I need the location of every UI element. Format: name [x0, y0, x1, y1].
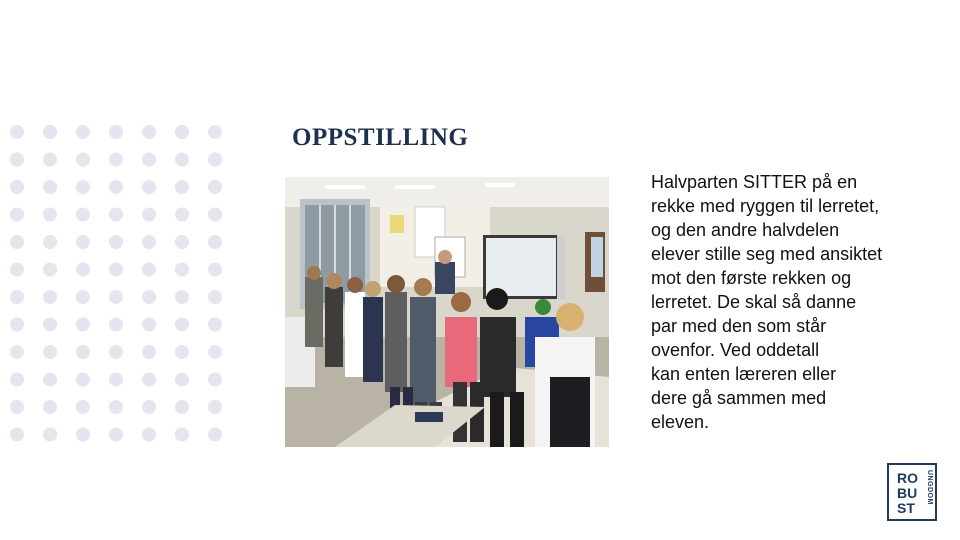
decorative-dot [109, 235, 123, 249]
decorative-dot [10, 208, 24, 222]
decorative-dot [208, 235, 222, 249]
decorative-dot [76, 208, 90, 222]
decorative-dot [10, 263, 24, 277]
decorative-dot [43, 208, 57, 222]
logo-line-1: RO [897, 470, 918, 486]
decorative-dot [10, 290, 24, 304]
decorative-dot [175, 125, 189, 139]
decorative-dot [175, 235, 189, 249]
decorative-dot [10, 125, 24, 139]
robust-ungdom-logo [887, 463, 937, 521]
decorative-dot [175, 428, 189, 442]
decorative-dot [43, 400, 57, 414]
decorative-dot [10, 400, 24, 414]
slide-body-text: Halvparten SITTER på en rekke med ryggen til lerretet, og den andre halvdelen elever stille seg med ansiktet mot den første rekken og lerretet. De skal så danne par med den som står ovenfor. Ved oddetall kan enten læreren eller dere gå sammen med eleven. [651, 172, 883, 432]
classroom-photo [285, 177, 609, 447]
decorative-dot [76, 180, 90, 194]
decorative-dot [175, 345, 189, 359]
decorative-dot [142, 318, 156, 332]
decorative-dot [76, 373, 90, 387]
decorative-dot [208, 400, 222, 414]
decorative-dot [208, 318, 222, 332]
decorative-dot [109, 208, 123, 222]
logo-line-3: ST [897, 500, 915, 516]
slide-title: OPPSTILLING [292, 124, 469, 151]
decorative-dot [109, 290, 123, 304]
decorative-dot [175, 318, 189, 332]
decorative-dot [10, 345, 24, 359]
decorative-dot [109, 345, 123, 359]
decorative-dot [10, 180, 24, 194]
decorative-dot [142, 235, 156, 249]
logo-line-2: BU [897, 485, 918, 501]
decorative-dot [43, 263, 57, 277]
decorative-dot [76, 290, 90, 304]
decorative-dot [142, 263, 156, 277]
decorative-dot [175, 400, 189, 414]
decorative-dot [76, 125, 90, 139]
decorative-dot [208, 153, 222, 167]
decorative-dot [208, 373, 222, 387]
decorative-dot [10, 318, 24, 332]
decorative-dot [43, 428, 57, 442]
decorative-dot [175, 290, 189, 304]
logo-side-text: UNGDOM [926, 470, 933, 505]
decorative-dot [175, 153, 189, 167]
decorative-dot [142, 125, 156, 139]
decorative-dot [208, 290, 222, 304]
decorative-dot [142, 180, 156, 194]
decorative-dot [208, 428, 222, 442]
decorative-dot [43, 318, 57, 332]
decorative-dot [76, 235, 90, 249]
decorative-dot [175, 180, 189, 194]
decorative-dot [142, 428, 156, 442]
decorative-dot [208, 208, 222, 222]
decorative-dot [10, 428, 24, 442]
decorative-dot [43, 345, 57, 359]
decorative-dot [142, 153, 156, 167]
decorative-dot [208, 125, 222, 139]
decorative-dot [43, 290, 57, 304]
decorative-dot [109, 428, 123, 442]
dot-pattern [0, 0, 240, 460]
decorative-dot [76, 318, 90, 332]
decorative-dot [175, 263, 189, 277]
decorative-dot [43, 373, 57, 387]
decorative-dot [109, 318, 123, 332]
decorative-dot [208, 345, 222, 359]
decorative-dot [109, 400, 123, 414]
decorative-dot [142, 208, 156, 222]
decorative-dot [142, 345, 156, 359]
decorative-dot [142, 290, 156, 304]
decorative-dot [175, 373, 189, 387]
decorative-dot [43, 235, 57, 249]
decorative-dot [76, 400, 90, 414]
decorative-dot [76, 153, 90, 167]
decorative-dot [109, 373, 123, 387]
decorative-dot [175, 208, 189, 222]
decorative-dot [208, 263, 222, 277]
decorative-dot [109, 125, 123, 139]
decorative-dot [76, 345, 90, 359]
decorative-dot [142, 373, 156, 387]
decorative-dot [43, 153, 57, 167]
decorative-dot [109, 153, 123, 167]
decorative-dot [76, 263, 90, 277]
decorative-dot [76, 428, 90, 442]
decorative-dot [43, 180, 57, 194]
decorative-dot [10, 153, 24, 167]
decorative-dot [142, 400, 156, 414]
decorative-dot [10, 373, 24, 387]
decorative-dot [10, 235, 24, 249]
decorative-dot [109, 180, 123, 194]
decorative-dot [43, 125, 57, 139]
decorative-dot [208, 180, 222, 194]
decorative-dot [109, 263, 123, 277]
